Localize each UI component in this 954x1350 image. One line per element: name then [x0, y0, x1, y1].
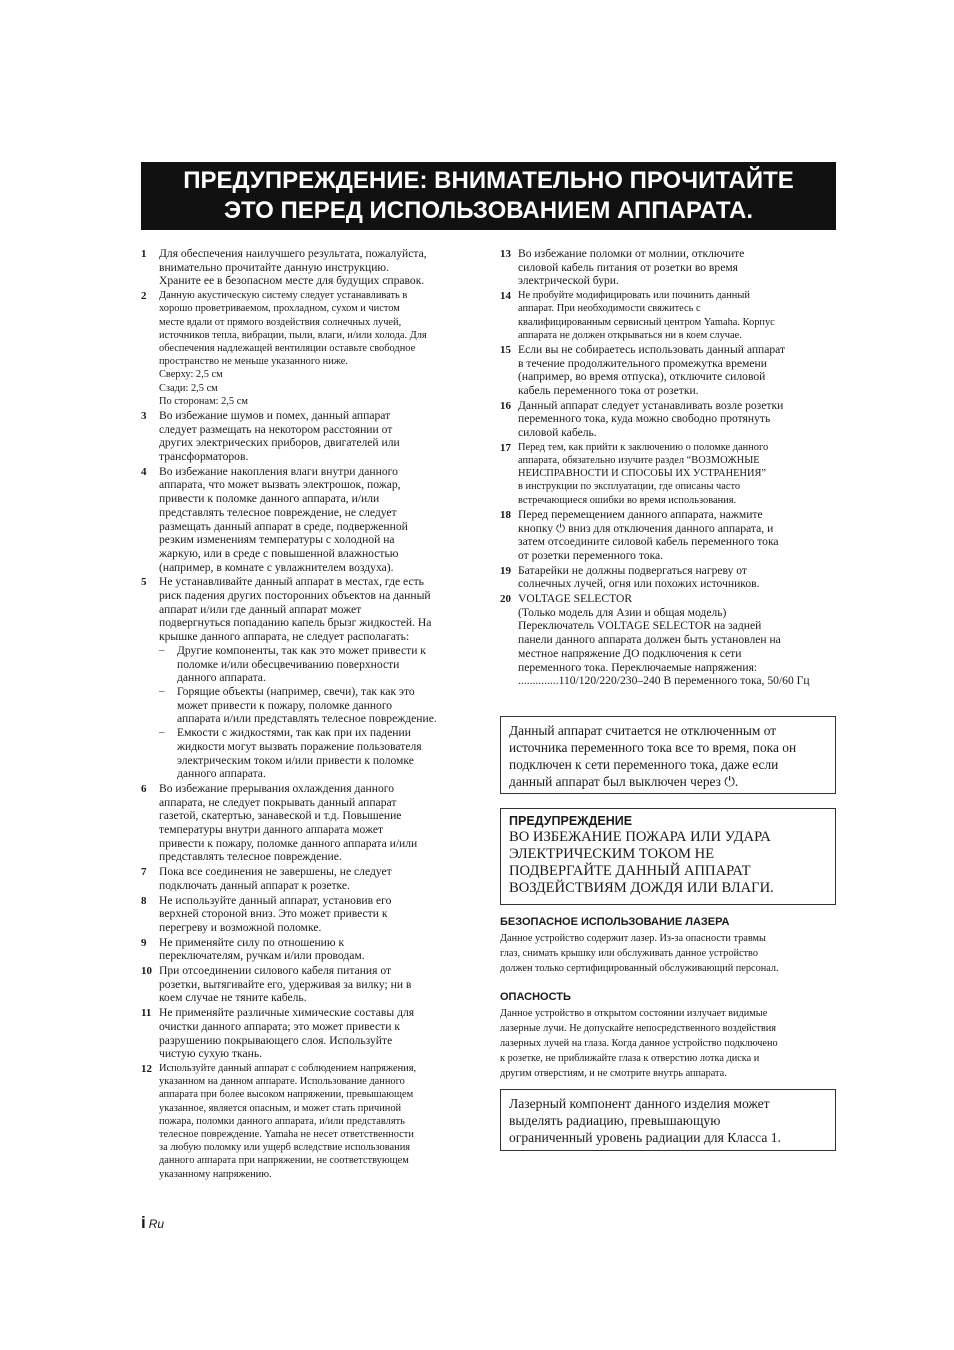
item-number: 4 — [141, 465, 147, 478]
item-line: верхней стороной вниз. Это может привести к — [159, 907, 388, 921]
page-number: i — [141, 1213, 146, 1232]
item-line: силовой кабель. — [518, 426, 597, 440]
item-paragraph — [518, 508, 836, 563]
item-text — [159, 575, 476, 781]
item-number: 12 — [141, 1062, 152, 1075]
numbered-item — [141, 1006, 476, 1061]
item-line: Перед перемещением данного аппарата, нажмите — [518, 507, 763, 521]
item-line: переменного тока, куда можно свободно протянуть — [518, 412, 771, 426]
item-line: квалифицированным сервисный центром Yamaha. Корпус — [518, 316, 775, 328]
item-line: резким изменениям температуры с холодной на — [159, 533, 395, 547]
item-line: коем случае не тяните кабель. — [159, 991, 307, 1005]
item-text — [518, 343, 836, 398]
numbered-item — [141, 247, 476, 288]
item-text — [159, 964, 476, 1005]
item-line: электрической бури. — [518, 274, 619, 288]
item-line: газетой, скатертью, занавеской и т.д. Повышение — [159, 809, 402, 823]
numbered-item — [141, 1062, 476, 1181]
item-line: розетки, вытягивайте его, удерживая за вилку; ни в — [159, 977, 412, 991]
numbered-item — [141, 894, 476, 935]
item-number: 16 — [500, 399, 511, 412]
item-paragraph — [518, 399, 836, 440]
laser-safety-text — [500, 931, 836, 976]
item-line: Переключатель VOLTAGE SELECTOR на задней — [518, 619, 762, 633]
numbered-item — [500, 343, 836, 398]
numbered-item — [500, 508, 836, 563]
item-text — [159, 936, 476, 963]
item-line: Не применяйте различные химические составы для — [159, 1006, 415, 1020]
item-line: Не применяйте силу по отношению к — [159, 935, 345, 949]
dash-line: данного аппарата. — [177, 671, 266, 685]
item-line: Данную акустическую систему следует устанавливать в — [159, 290, 408, 302]
dash-text — [177, 726, 422, 781]
item-line: подвергнуться попаданию капель брызг жидкостей. На — [159, 616, 432, 630]
item-text — [159, 1062, 476, 1181]
language-code: Ru — [148, 1217, 165, 1231]
numbered-item — [141, 465, 476, 575]
danger-line: лазерные лучи. Не допускайте непосредственного воздействия — [500, 1023, 776, 1034]
item-line: аппарата при более высоком напряжении, превышающем — [159, 1089, 414, 1101]
dash-item — [159, 726, 476, 781]
item-line: Перед тем, как прийти к заключению о поломке данного — [518, 441, 769, 453]
item-line: в течение продолжительного промежутка времени — [518, 356, 767, 370]
item-text — [159, 247, 476, 288]
item-line: чистую сухую ткань. — [159, 1047, 263, 1061]
dash-item — [159, 644, 476, 685]
danger-line: к розетке, не приближайте глаза к отверстию лотка диска и — [500, 1053, 760, 1064]
item-line: Не используйте данный аппарат, установив его — [159, 893, 392, 907]
item-line: других электрических приборов, двигателей или — [159, 436, 400, 450]
item-paragraph — [518, 247, 836, 288]
dash-line: Емкости с жидкостями, так как при их падении — [177, 726, 411, 740]
item-line: Во избежание поломки от молнии, отключите — [518, 247, 745, 260]
numbered-item — [141, 936, 476, 963]
item-paragraph — [518, 343, 836, 398]
item-line: Сзади: 2,5 см — [159, 382, 218, 394]
power-note-box — [500, 716, 836, 794]
item-line: затем отсоедините силовой кабель переменного тока — [518, 535, 779, 549]
item-paragraph — [159, 1062, 476, 1181]
numbered-item — [500, 289, 836, 342]
item-text — [518, 564, 836, 591]
item-line: перегреву и возможной поломке. — [159, 920, 322, 934]
item-paragraph — [159, 289, 476, 408]
dash-mark: – — [159, 726, 165, 739]
note-line: данный аппарат был выключен через ⏻. — [509, 774, 739, 789]
item-line: Во избежание прерывания охлаждения данного — [159, 781, 394, 795]
item-line: от розетки переменного тока. — [518, 548, 664, 562]
warning-box — [500, 808, 836, 905]
item-text — [518, 247, 836, 288]
item-line: пожара, поломки данного аппарата, и/или представлять — [159, 1115, 405, 1127]
item-line: внимательно прочитайте данную инструкцию. — [159, 260, 389, 274]
warning-line: ПОДВЕРГАЙТЕ ДАННЫЙ АППАРАТ — [509, 863, 751, 879]
item-number: 11 — [141, 1007, 152, 1020]
item-paragraph — [159, 894, 476, 935]
item-line: (например, во время отпуска), отключите силовой — [518, 370, 766, 384]
dash-line: Другие компоненты, так как это может привести к — [177, 643, 426, 657]
danger-line: лазерных лучей на глаза. Когда данное устройство подключено — [500, 1038, 778, 1049]
item-line: аппарата, что может вызвать электрошок, пожар, — [159, 478, 401, 492]
item-line: жаркую, или в среде с повышенной влажностью — [159, 546, 399, 560]
item-line: разрушению покрывающего слоя. Используйте — [159, 1033, 393, 1047]
warning-text — [509, 829, 827, 897]
laser-box-line: ограниченный уровень радиации для Класса 1. — [509, 1130, 781, 1145]
item-text — [518, 508, 836, 563]
item-line: При отсоединении силового кабеля питания от — [159, 964, 392, 978]
note-line: подключен к сети переменного тока, даже если — [509, 757, 779, 772]
item-line: следует размещать на некотором расстоянии от — [159, 422, 393, 436]
item-line: Используйте данный аппарат с соблюдением напряжения, — [159, 1062, 417, 1074]
item-line: Для обеспечения наилучшего результата, пожалуйста, — [159, 247, 427, 260]
item-line: местное напряжение ДО подключения к сети — [518, 646, 742, 660]
item-line: представлять телесное повреждение. — [159, 850, 342, 864]
numbered-item — [141, 782, 476, 864]
item-number: 20 — [500, 593, 511, 606]
dash-line: аппарата и/или представлять телесное повреждение. — [177, 712, 437, 726]
numbered-item — [141, 289, 476, 408]
numbered-item — [141, 575, 476, 781]
item-line: температуры внутри данного аппарата может — [159, 823, 384, 837]
item-number: 1 — [141, 248, 147, 260]
warning-line: ВО ИЗБЕЖАНИЕ ПОЖАРА ИЛИ УДАРА — [509, 829, 771, 845]
item-paragraph — [518, 441, 836, 507]
item-line: По сторонам: 2,5 см — [159, 395, 248, 407]
page-footer — [141, 1213, 164, 1233]
item-number: 17 — [500, 441, 511, 454]
item-line: обеспечения надлежащей вентиляции оставьте свободное — [159, 342, 416, 354]
item-number: 14 — [500, 290, 511, 303]
item-number: 9 — [141, 936, 147, 949]
laser-box-line: выделять радиацию, превышающую — [509, 1113, 721, 1128]
item-paragraph — [159, 409, 476, 464]
item-paragraph — [159, 782, 476, 864]
dash-item — [159, 685, 476, 726]
item-line: Если вы не собираетесь использовать данный аппарат — [518, 342, 786, 356]
item-text — [159, 1006, 476, 1061]
item-number: 2 — [141, 290, 147, 303]
item-paragraph — [159, 964, 476, 1005]
item-line: указанное, является опасным, и может стать причиной — [159, 1102, 402, 1114]
item-line: кнопку ⏻ вниз для отключения данного аппарата, и — [518, 521, 774, 535]
item-line: Храните ее в безопасном месте для будущих справок. — [159, 274, 425, 288]
item-text — [159, 289, 476, 408]
item-line: Во избежание шумов и помех, данный аппарат — [159, 408, 391, 422]
dash-line: электрическим током и/или привести к поломке — [177, 753, 414, 767]
item-line: НЕИСПРАВНОСТИ И СПОСОБЫ ИХ УСТРАНЕНИЯ” — [518, 468, 767, 480]
item-line: трансформаторов. — [159, 450, 249, 464]
item-number: 8 — [141, 894, 147, 907]
item-line: Пока все соединения не завершены, не следует — [159, 865, 392, 879]
dash-line: данного аппарата. — [177, 767, 266, 781]
laser-box-line: Лазерный компонент данного изделия может — [509, 1096, 770, 1111]
danger-text — [500, 1006, 836, 1081]
item-text — [518, 441, 836, 507]
item-line: привести к пожару, поломке данного аппарата и/или — [159, 836, 418, 850]
item-number: 5 — [141, 576, 147, 589]
dash-line: поломке и/или обесцвечиванию поверхности — [177, 657, 400, 671]
warning-line: ЭЛЕКТРИЧЕСКИМ ТОКОМ НЕ — [509, 846, 715, 862]
item-line: за любую поломку или ущерб вследствие использования — [159, 1142, 411, 1154]
numbered-item — [141, 865, 476, 892]
item-line: очистки данного аппарата; это может привести к — [159, 1019, 400, 1033]
item-line: данного аппарата при напряжении, не соответствующем — [159, 1155, 409, 1167]
item-paragraph — [159, 936, 476, 963]
item-line: (например, в комнате с увлажнителем воздуха). — [159, 560, 394, 574]
warning-title: ПРЕДУПРЕЖДЕНИЕ — [509, 814, 633, 828]
dash-text — [177, 685, 437, 726]
numbered-item — [500, 564, 836, 591]
laser-line: глаз, снимать крышку или обслуживать данное устройство — [500, 948, 758, 959]
item-line: аппарата, обязательно изучите раздел “ВОЗМОЖНЫЕ — [518, 455, 760, 467]
numbered-item — [500, 399, 836, 440]
item-paragraph — [159, 247, 476, 288]
item-line: Не пробуйте модифицировать или починить данный — [518, 290, 750, 302]
item-line: подключать данный аппарат к розетке. — [159, 878, 350, 892]
item-number: 3 — [141, 409, 147, 422]
numbered-item — [500, 441, 836, 507]
item-text — [159, 465, 476, 575]
dash-mark: – — [159, 643, 165, 656]
item-line: аппарат. При необходимости свяжитесь с — [518, 303, 701, 315]
item-paragraph — [518, 289, 836, 342]
item-line: Данный аппарат следует устанавливать возле розетки — [518, 398, 784, 412]
dash-text — [177, 644, 426, 685]
dash-mark: – — [159, 685, 165, 697]
numbered-item — [141, 964, 476, 1005]
item-line: указанном на данном аппарате. Использование данного — [159, 1076, 405, 1088]
danger-heading: ОПАСНОСТЬ — [500, 991, 571, 1003]
item-line: аппарата, не следует покрывать данный аппарат — [159, 795, 397, 809]
item-line: привести к поломке данного аппарата, и/или — [159, 492, 380, 506]
item-paragraph — [518, 592, 836, 688]
item-line: аппарат и/или где данный аппарат может — [159, 602, 362, 616]
item-line: переключателям, ручкам и/или проводам. — [159, 949, 365, 963]
item-number: 15 — [500, 343, 511, 356]
numbered-item — [500, 592, 836, 688]
danger-line: другим отверстиям, и не смотрите внутрь аппарата. — [500, 1068, 727, 1079]
item-text — [518, 592, 836, 688]
item-line: Во избежание накопления влаги внутри данного — [159, 464, 398, 478]
item-number: 13 — [500, 248, 511, 260]
item-paragraph — [159, 1006, 476, 1061]
item-line: переменного тока. Переключаемые напряжения: — [518, 660, 758, 674]
dash-line: Горящие объекты (например, свечи), так как это — [177, 685, 415, 698]
item-number: 19 — [500, 564, 511, 577]
item-line: Не устанавливайте данный аппарат в местах, где есть — [159, 575, 424, 589]
item-text — [159, 409, 476, 464]
right-column — [500, 247, 836, 689]
note-line: источника переменного тока все то время, пока он — [509, 740, 797, 755]
item-paragraph — [159, 575, 476, 644]
item-line: силовой кабель питания от розетки во время — [518, 260, 739, 274]
item-line: аппарата не должен открываться ни в коем случае. — [518, 329, 742, 341]
item-text — [159, 894, 476, 935]
item-text — [518, 289, 836, 342]
left-column — [141, 247, 476, 1182]
dash-line: может привести к пожару, поломке данного — [177, 698, 393, 712]
title-line-1: ПРЕДУПРЕЖДЕНИЕ: ВНИМАТЕЛЬНО ПРОЧИТАЙТЕ — [183, 167, 794, 194]
item-line: панели данного аппарата должен быть установлен на — [518, 633, 781, 647]
numbered-item — [500, 247, 836, 288]
item-line: телесное повреждение. Yamaha не несет ответственности — [159, 1129, 414, 1140]
item-paragraph — [159, 465, 476, 575]
dash-line: жидкости могут вызвать поражение пользователя — [177, 739, 422, 753]
laser-safety-heading: БЕЗОПАСНОЕ ИСПОЛЬЗОВАНИЕ ЛАЗЕРА — [500, 916, 730, 928]
item-line: VOLTAGE SELECTOR — [518, 592, 633, 606]
item-line: указанному напряжению. — [159, 1168, 272, 1180]
item-line: риск падения других посторонних объектов на данный — [159, 589, 431, 603]
item-number: 7 — [141, 866, 147, 879]
item-text — [159, 782, 476, 864]
item-line: солнечных лучей, огня или похожих источников. — [518, 577, 760, 591]
item-line: крышке данного аппарата, не следует располагать: — [159, 630, 410, 644]
item-line: хорошо проветриваемом, прохладном, сухом и чистом — [159, 303, 400, 315]
item-line: в инструкции по эксплуатации, где описаны часто — [518, 481, 741, 493]
item-line: источников тепла, вибрации, пыли, влаги, и/или холода. Для — [159, 329, 427, 341]
item-number: 6 — [141, 782, 147, 795]
item-line: (Только модель для Азии и общая модель) — [518, 605, 727, 619]
warning-line: ВОЗДЕЙСТВИЯМ ДОЖДЯ ИЛИ ВЛАГИ. — [509, 880, 774, 896]
item-number: 18 — [500, 508, 511, 521]
item-line: встречающиеся ошибки во время использования. — [518, 494, 737, 506]
numbered-item — [141, 409, 476, 464]
item-text — [159, 865, 476, 892]
laser-line: должен только сертифицированный обслуживающий персонал. — [500, 963, 779, 974]
item-line: пространство не меньше указанного ниже. — [159, 356, 349, 368]
item-line: ..............110/120/220/230–240 В переменного тока, 50/60 Гц — [518, 674, 810, 688]
item-line: размещать данный аппарат в среде, подверженной — [159, 519, 408, 533]
danger-line: Данное устройство в открытом состоянии излучает видимые — [500, 1008, 768, 1019]
item-paragraph — [159, 865, 476, 892]
item-line: Сверху: 2,5 см — [159, 369, 223, 381]
title-line-2: ЭТО ПЕРЕД ИСПОЛЬЗОВАНИЕМ АППАРАТА. — [223, 197, 754, 224]
item-number: 10 — [141, 965, 152, 978]
laser-class-box — [500, 1089, 836, 1151]
item-line: Батарейки не должны подвергаться нагреву от — [518, 563, 747, 577]
page-title — [141, 162, 836, 230]
item-line: кабель переменного тока от розетки. — [518, 384, 699, 398]
item-line: представлять телесное повреждение, не следует — [159, 505, 397, 519]
item-line: месте вдали от прямого воздействия солнечных лучей, — [159, 316, 402, 328]
note-line: Данный аппарат считается не отключенным от — [509, 723, 777, 738]
laser-line: Данное устройство содержит лазер. Из-за опасности травмы — [500, 933, 766, 944]
item-text — [518, 399, 836, 440]
item-paragraph — [518, 564, 836, 591]
